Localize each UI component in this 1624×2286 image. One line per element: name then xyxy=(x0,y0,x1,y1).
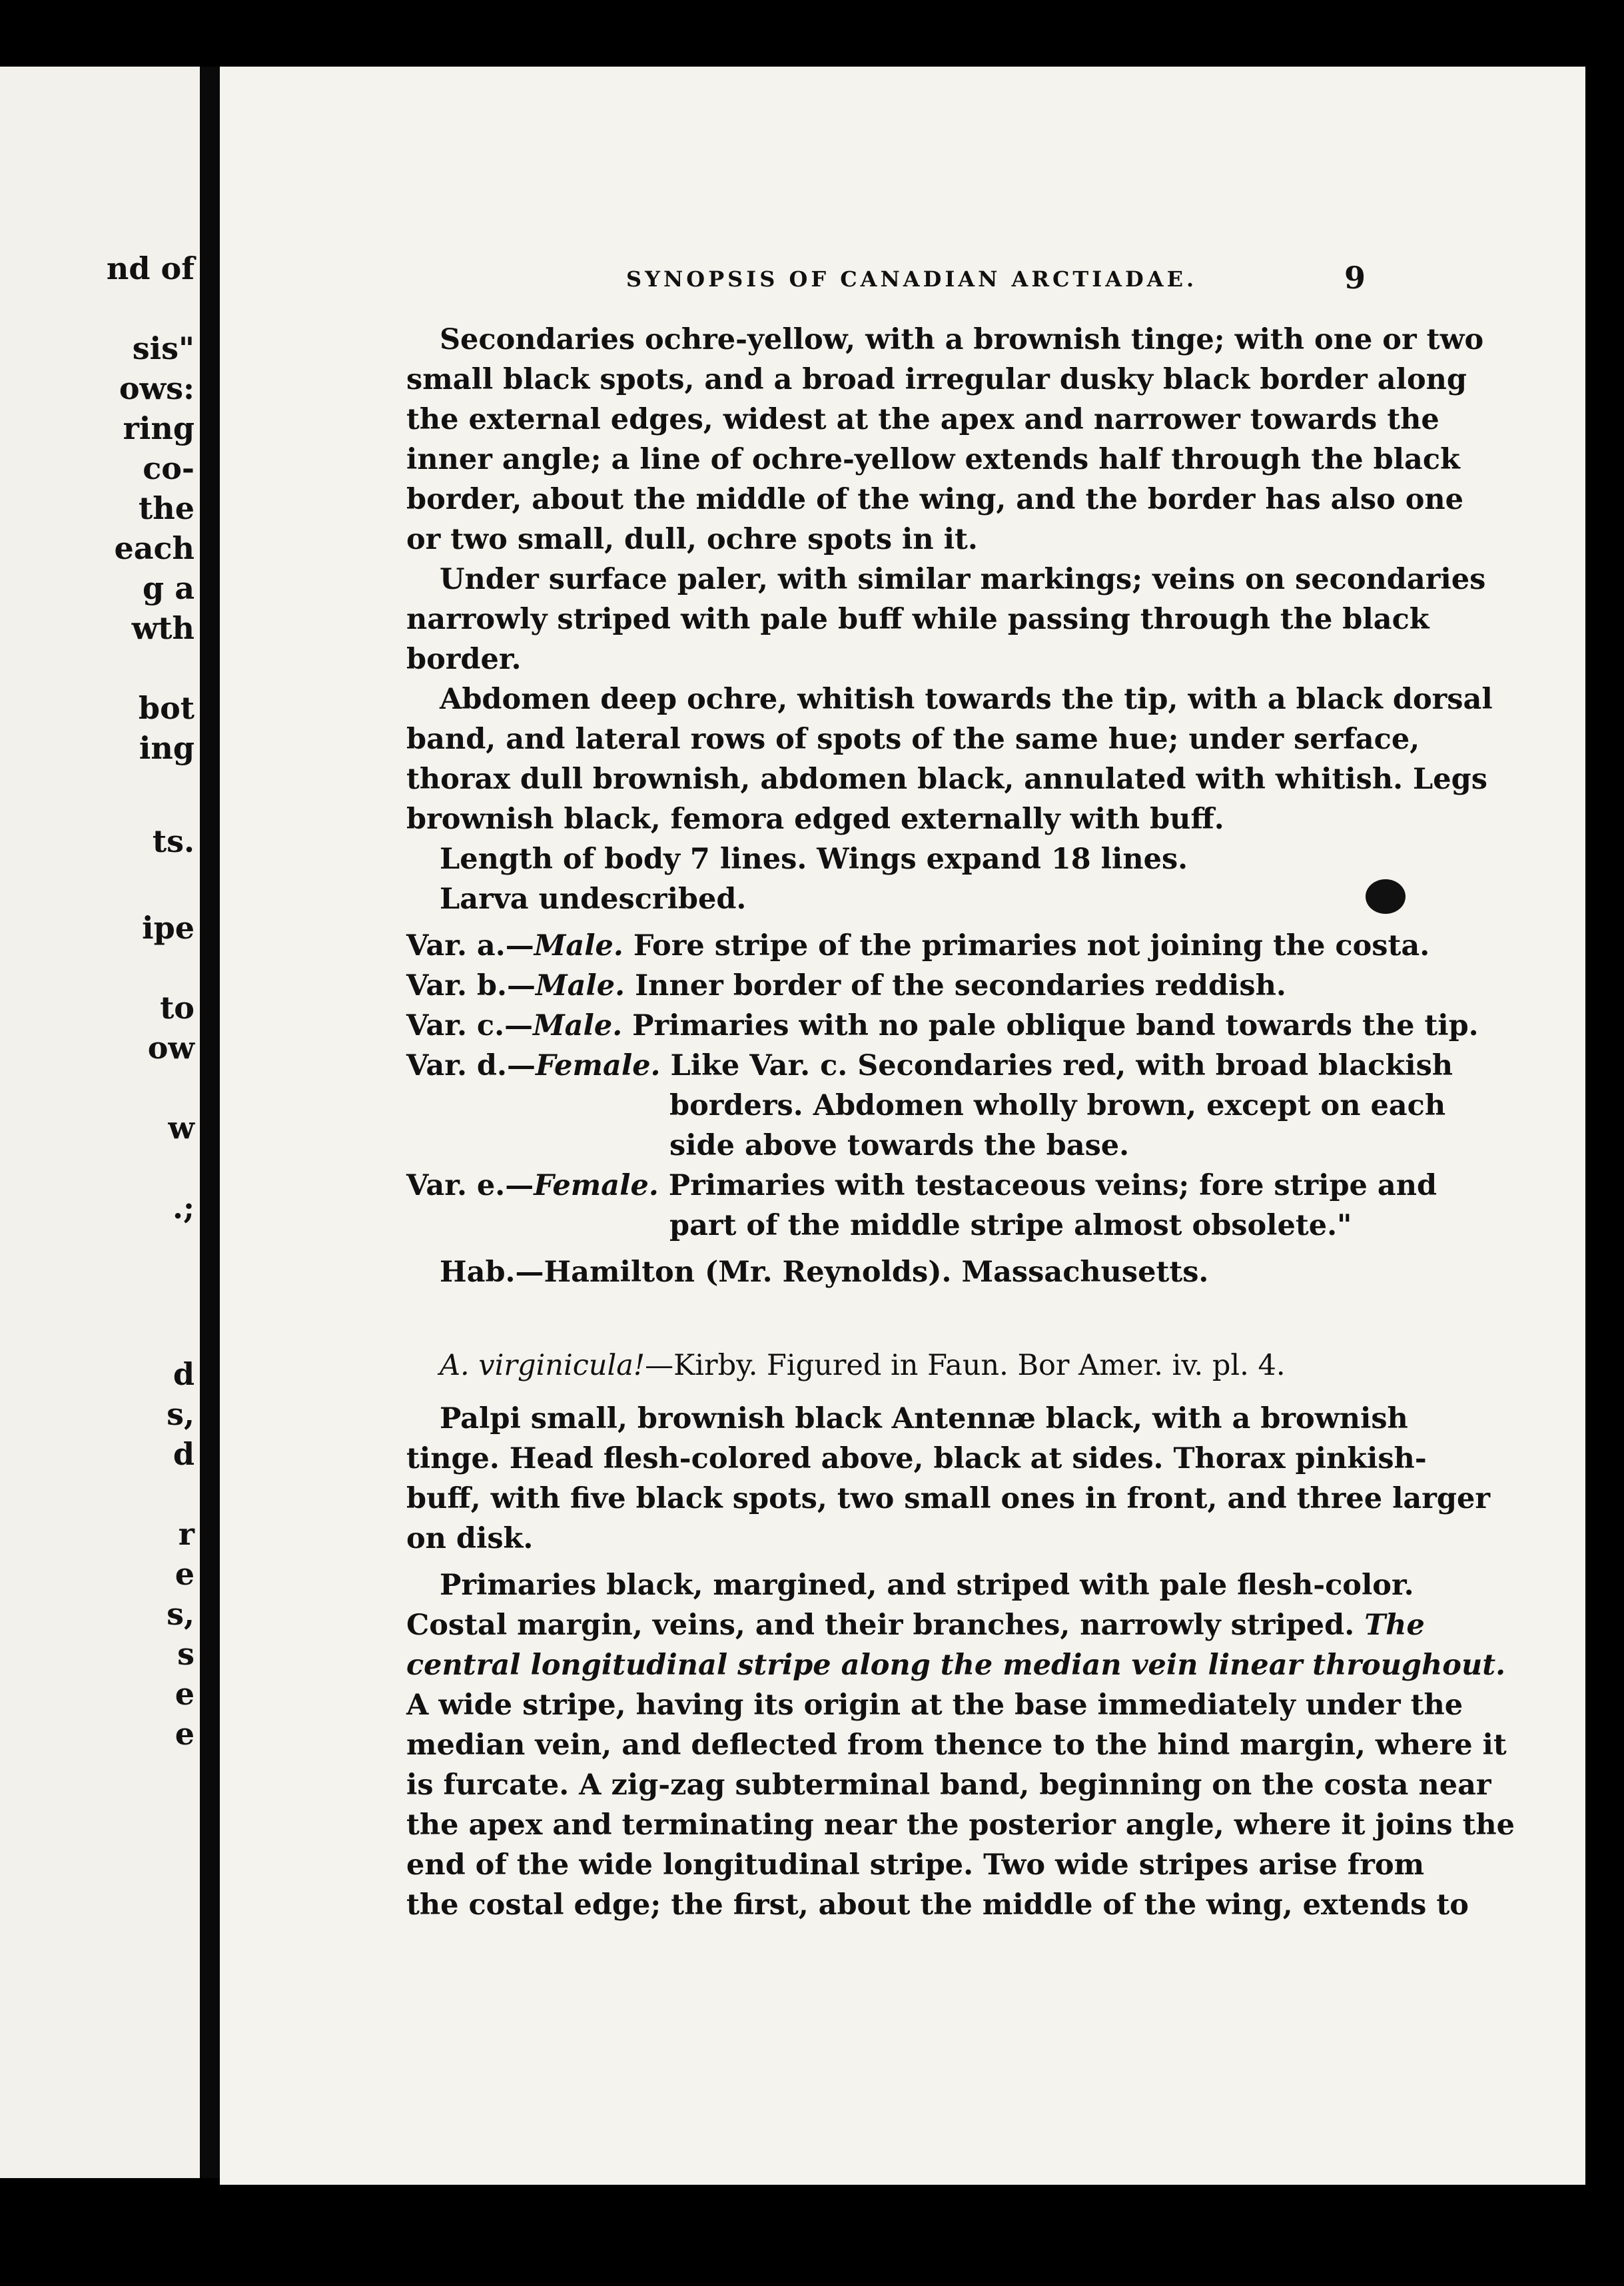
left-page-text-fragment: .; xyxy=(173,1190,195,1226)
left-page-text-fragment: d xyxy=(173,1356,195,1392)
left-page-text-fragment: s, xyxy=(167,1396,195,1432)
text-line: small black spots, and a broad irregular dusky black border along xyxy=(406,363,1467,396)
italic-text: The xyxy=(1364,1609,1425,1642)
variety-line xyxy=(406,966,1286,1006)
variety-label: Var. d.— xyxy=(406,1049,536,1082)
variety-text: Primaries with no pale oblique band towards the tip. xyxy=(622,1009,1479,1042)
left-page-text-fragment: w xyxy=(168,1110,195,1146)
variety-line xyxy=(406,1166,1437,1206)
text-line: median vein, and deflected from thence to the hind margin, where it xyxy=(406,1728,1507,1762)
left-page-text-fragment: to xyxy=(160,990,195,1026)
variety-text: Fore stripe of the primaries not joining the costa. xyxy=(623,929,1430,962)
variety-line xyxy=(669,1126,1129,1166)
variety-text: Like Var. c. Secondaries red, with broad blackish xyxy=(660,1049,1453,1082)
left-page-text-fragment: e xyxy=(175,1676,195,1712)
variety-text: part of the middle stripe almost obsolete." xyxy=(669,1209,1352,1242)
text-line: Palpi small, brownish black Antennæ black, with a brownish xyxy=(440,1402,1408,1435)
text-line: A wide stripe, having its origin at the base immediately under the xyxy=(406,1689,1463,1722)
text-line: thorax dull brownish, abdomen black, annulated with whitish. Legs xyxy=(406,763,1487,796)
left-page-text-fragment: ipe xyxy=(142,910,195,946)
text-line: brownish black, femora edged externally with buff. xyxy=(406,803,1224,836)
left-page-text-fragment: the xyxy=(139,490,195,526)
left-page-text-fragment: r xyxy=(178,1516,195,1552)
text-line: Abdomen deep ochre, whitish towards the tip, with a black dorsal xyxy=(440,683,1493,716)
habitat-line xyxy=(440,1252,1208,1292)
text-line: is furcate. A zig-zag subterminal band, beginning on the costa near xyxy=(406,1768,1491,1802)
text-line: Larva undescribed. xyxy=(440,883,747,916)
species-name: A. virginicula! xyxy=(440,1349,645,1382)
text-line: the external edges, widest at the apex and narrower towards the xyxy=(406,403,1439,436)
text-line: narrowly striped with pale buff while passing through the black xyxy=(406,603,1429,636)
main-page xyxy=(220,67,1585,2185)
left-page-text-fragment: sis" xyxy=(132,330,195,366)
variety-text: borders. Abdomen wholly brown, except on each xyxy=(669,1089,1446,1122)
running-title: SYNOPSIS OF CANADIAN ARCTIADAE. xyxy=(626,266,1198,292)
variety-sex: Male. xyxy=(535,969,625,1002)
variety-label: Var. a.— xyxy=(406,929,534,962)
left-page-text-fragment: ow xyxy=(147,1030,195,1066)
text-line: buff, with five black spots, two small ones in front, and three larger xyxy=(406,1482,1491,1515)
ink-blot xyxy=(1366,879,1406,914)
left-page-text-fragment: ing xyxy=(139,730,195,766)
variety-label: Var. c.— xyxy=(406,1009,534,1042)
text-line: Secondaries ochre-yellow, with a brownish tinge; with one or two xyxy=(440,323,1484,356)
species-citation: —Kirby. Figured in Faun. Bor Amer. iv. pl. 4. xyxy=(645,1349,1286,1382)
text-line: Primaries black, margined, and striped with pale flesh-color. xyxy=(440,1569,1414,1602)
text-line: tinge. Head flesh-colored above, black at sides. Thorax pinkish- xyxy=(406,1442,1427,1475)
page-gutter xyxy=(200,67,220,2178)
left-page-text-fragment: each xyxy=(114,530,195,566)
variety-line xyxy=(406,1006,1479,1046)
variety-line xyxy=(406,1046,1453,1086)
variety-line xyxy=(669,1206,1352,1246)
left-page-text-fragment: ring xyxy=(123,410,195,446)
variety-sex: Female. xyxy=(535,1049,661,1082)
left-page-text-fragment: e xyxy=(175,1556,195,1592)
variety-text: Primaries with testaceous veins; fore stripe and xyxy=(658,1169,1437,1202)
habitat-text: Hamilton (Mr. Reynolds). Massachusetts. xyxy=(544,1256,1209,1289)
left-page-text-fragment: s, xyxy=(167,1596,195,1632)
text-line: on disk. xyxy=(406,1522,534,1555)
variety-line xyxy=(406,926,1429,966)
left-page-text-fragment: e xyxy=(175,1716,195,1752)
left-page-text-fragment: nd of xyxy=(106,250,195,286)
running-header xyxy=(220,260,1585,300)
variety-sex: Male. xyxy=(534,929,623,962)
left-page-text-fragment: bot xyxy=(138,690,195,726)
left-page-fragment xyxy=(0,67,200,2178)
variety-label: Var. e.— xyxy=(406,1169,534,1202)
left-page-text-fragment: wth xyxy=(131,610,195,646)
text-line: inner angle; a line of ochre-yellow extends half through the black xyxy=(406,443,1460,476)
variety-text: side above towards the base. xyxy=(669,1129,1130,1162)
variety-label: Var. b.— xyxy=(406,969,536,1002)
text-line: border. xyxy=(406,643,522,676)
text-line: the apex and terminating near the posterior angle, where it joins the xyxy=(406,1808,1515,1842)
text-line: border, about the middle of the wing, and the border has also one xyxy=(406,483,1464,516)
text-line: Under surface paler, with similar markings; veins on secondaries xyxy=(440,563,1486,596)
text-line: band, and lateral rows of spots of the same hue; under serface, xyxy=(406,723,1420,756)
text-line-part: Costal margin, veins, and their branches, narrowly striped. xyxy=(406,1609,1355,1642)
left-page-text-fragment: co- xyxy=(143,450,195,486)
variety-sex: Female. xyxy=(534,1169,659,1202)
text-line: end of the wide longitudinal stripe. Two wide stripes arise from xyxy=(406,1848,1425,1882)
left-page-text-fragment: g a xyxy=(143,570,195,606)
variety-line xyxy=(669,1086,1445,1126)
variety-sex: Male. xyxy=(533,1009,623,1042)
left-page-text-fragment: ows: xyxy=(119,370,195,406)
text-line: Length of body 7 lines. Wings expand 18 lines. xyxy=(440,843,1188,876)
variety-text: Inner border of the secondaries reddish. xyxy=(625,969,1286,1002)
text-line: the costal edge; the first, about the middle of the wing, extends to xyxy=(406,1888,1469,1922)
left-page-text-fragment: s xyxy=(177,1636,195,1672)
text-line: or two small, dull, ochre spots in it. xyxy=(406,523,978,556)
left-page-text-fragment: d xyxy=(173,1436,195,1472)
page-number: 9 xyxy=(1344,260,1366,296)
species-heading xyxy=(440,1345,1286,1385)
italic-line: central longitudinal stripe along the median vein linear throughout. xyxy=(406,1649,1506,1682)
text-line xyxy=(406,1605,1425,1645)
habitat-label: Hab.— xyxy=(440,1256,544,1289)
left-page-text-fragment: ts. xyxy=(152,823,195,859)
